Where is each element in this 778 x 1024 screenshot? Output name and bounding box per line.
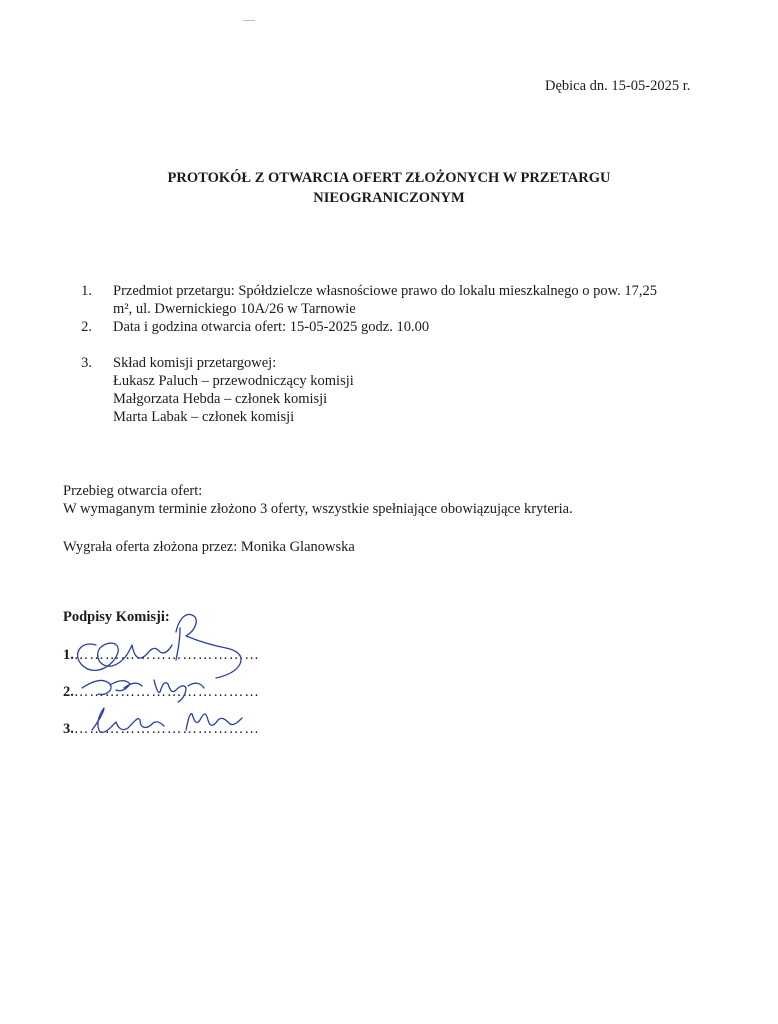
place-date: Dębica dn. 15-05-2025 r.: [545, 78, 691, 94]
item-1-line-2: m², ul. Dwernickiego 10A/26 w Tarnowie: [113, 301, 356, 317]
item-1-line-1: Przedmiot przetargu: Spółdzielcze własnościowe prawo do lokalu mieszkalnego o pow. 17,25: [113, 283, 658, 299]
signature-line-1: [63, 646, 260, 664]
signatures-heading: Podpisy Komisji:: [63, 609, 170, 625]
committee-member: Małgorzata Hebda – członek komisji: [113, 391, 328, 407]
signature-dots: ………………………………: [73, 647, 260, 663]
committee-member: Marta Labak – członek komisji: [113, 409, 295, 425]
title-line-1: PROTOKÓŁ Z OTWARCIA OFERT ZŁOŻONYCH W PRZETARGU: [167, 170, 611, 186]
signature-line-2: [63, 683, 260, 701]
signature-number: 3.: [63, 721, 74, 737]
winner-text: Wygrała oferta złożona przez: Monika Glanowska: [63, 539, 355, 555]
signature-dots: ………………………………: [73, 684, 260, 700]
signature-dots: ………………………………: [73, 721, 260, 737]
document-title: [0, 168, 778, 208]
item-2-number: 2.: [81, 319, 92, 335]
signature-line-3: [63, 720, 260, 738]
proceedings-text: W wymaganym terminie złożono 3 oferty, wszystkie spełniające obowiązujące kryteria.: [63, 501, 573, 517]
item-1-number: 1.: [81, 283, 92, 299]
item-2-line-1: Data i godzina otwarcia ofert: 15-05-2025 godz. 10.00: [113, 319, 430, 335]
proceedings-heading: Przebieg otwarcia ofert:: [63, 483, 203, 499]
title-line-2: NIEOGRANICZONYM: [313, 190, 465, 206]
item-3-line-1: Skład komisji przetargowej:: [113, 355, 277, 371]
item-3-number: 3.: [81, 355, 92, 371]
signature-number: 1.: [63, 647, 74, 663]
committee-member: Łukasz Paluch – przewodniczący komisji: [113, 373, 354, 389]
signature-number: 2.: [63, 684, 74, 700]
scan-mark: [243, 20, 255, 21]
